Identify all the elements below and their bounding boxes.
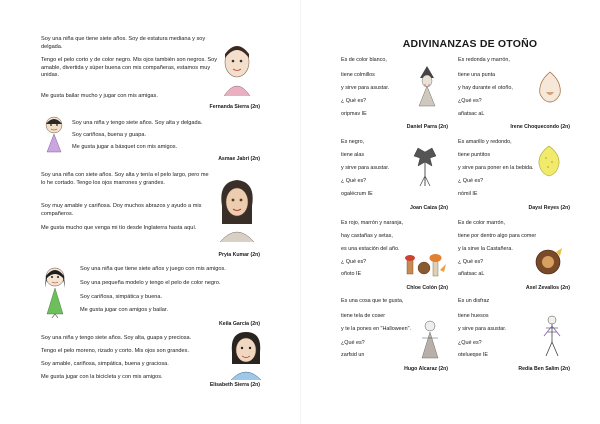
riddle-5-line-2: hay castañas y setas, [341,233,393,239]
riddle-4-line-2: tiene puntitos [458,152,491,158]
costume-drawing [418,318,442,362]
entry-4-author: Keila Garcia (2n) [219,321,260,327]
entry-5-line-4: Me gusta jugar con la bicicleta y con mis amigos. [41,374,163,380]
chestnut-drawing-1 [536,70,564,104]
riddle-5-author: Chloe Colón (2n) [406,285,448,291]
entry-1-author: Fernanda Sierra (2n) [209,104,260,110]
riddle-2-line-4: ¿Qué es? [458,98,482,104]
riddle-1-line-1: Es de color blanco, [341,57,387,63]
riddle-2-line-2: tiene una punta [458,72,496,78]
autumn-drawing [404,246,448,282]
riddle-4-line-4: ¿ Qué es? [458,178,484,184]
riddle-6-author: Axel Zevallos (2n) [525,285,570,291]
entry-2-line-2: Soy cariñosa, buena y guapa. [72,132,147,138]
riddle-6-line-4: ¿ Qué es? [458,259,484,265]
entry-5-line-2: Tengo el pelo moreno, rizado y corto. Mis ojos son grandes. [41,348,190,354]
riddle-1-line-5: oripmav IE [341,111,367,117]
riddle-5-line-1: Es rojo, marrón y naranja, [341,220,404,226]
entry-3-line-1: Soy una niña con siete años. Soy alta y tenía el pelo largo, pero me lo he cortado. Tengo los ojos marrones y grandes. [41,172,209,186]
riddle-8-author: Redia Ben Salim (2n) [518,366,570,372]
riddle-8-line-5: otelueqse IE [458,352,488,358]
entry-1-line-3: Me gusta bailar mucho y jugar con mis amigas. [41,93,158,99]
riddle-7-author: Hugo Alcaraz (2n) [404,366,448,372]
lemon-drawing [536,144,562,178]
riddle-3-line-4: ¿ Qué es? [341,178,367,184]
riddle-3-line-1: Es negro, [341,139,365,145]
riddle-2-line-1: Es redonda y marrón, [458,57,510,63]
girl-drawing-1 [212,40,262,98]
entry-4-line-2: Soy una pequeña modelo y tengo el pelo de color negro. [80,280,221,286]
riddle-2-line-5: añatsac aL [458,111,485,117]
entry-2-line-1: Soy una niña y tengo siete años. Soy alta y delgada. [72,120,203,126]
riddle-3-line-5: ogalécrum IE [341,191,373,197]
riddle-5-line-4: ¿ Qué es? [341,259,367,265]
riddle-7-line-2: tiene tela de coser [341,313,386,319]
entry-1-line-1: Soy una niña que tiene siete años. Soy de estatura mediana y soy delgada. [41,36,206,50]
riddle-8-line-1: Es un disfraz [458,298,490,304]
riddle-4-line-5: nómil IE [458,191,478,197]
riddle-2-line-3: y hay durante el otoño, [458,85,513,91]
bat-drawing [412,146,438,190]
riddle-4-author: Daysi Reyes (2n) [528,205,570,211]
riddle-5-line-3: es una estación del año. [341,246,400,252]
entry-5-line-1: Soy una niña y tengo siete años. Soy alta, guapa y preciosa. [41,335,192,341]
entry-2-line-3: Me gusta jugar a básquet con mis amigos. [72,144,178,150]
riddle-5-line-5: oñoto IE [341,271,362,277]
entry-3-line-2: Soy muy amable y cariñosa. Doy muchos abrazos y ayudo a mis compañeros. [41,203,202,217]
page-title: ADIVINANZAS DE OTOÑO [402,38,538,50]
riddle-8-line-4: ¿Qué es? [458,340,482,346]
riddle-8-line-2: tiene huesos [458,313,489,319]
girl-drawing-5 [226,330,266,380]
skeleton-drawing [540,314,564,358]
entry-4-line-1: Soy una niña que tiene siete años y juego con mis amigos. [80,266,226,272]
entry-4-line-4: Me gusta jugar con amigos y bailar. [80,307,168,313]
riddle-7-line-3: y te la pones en "Halloween". [341,326,412,332]
girl-drawing-3 [214,176,260,242]
riddle-2-author: Irene Choquecondo (2n) [510,124,570,130]
entry-1-line-2: Tengo el pelo corto y de color negro. Mis ojos también son negros. Soy amable, divertida y súper buena con mis compañeras, estamos muy unidas. [41,57,217,79]
riddle-6-line-1: Es de color marrón, [458,220,506,226]
riddle-6-line-2: tiene por dentro algo para comer [458,233,537,239]
right-page [300,0,600,424]
entry-3-author: Pryia Kumar (2n) [218,252,260,258]
entry-5-author: Elisabeth Sierra (2n) [209,382,260,388]
riddle-6-line-3: y la sirve la Castañera. [458,246,513,252]
riddle-1-line-2: tiene colmillos [341,72,375,78]
riddle-1-author: Daniel Parra (2n) [406,124,448,130]
riddle-3-author: Joan Caiza (2n) [409,205,448,211]
chestnut-drawing-2 [532,244,566,278]
girl-drawing-4 [38,264,72,318]
entry-3-line-3: Me gusta mucho que venga mi tío desde Inglaterra hasta aquí. [41,225,197,231]
riddle-7-line-5: zarfsid un [341,352,365,358]
entry-2-author: Asmae Jabri (2n) [218,156,260,162]
entry-5-line-3: Soy amable, cariñosa, simpática, buena y graciosa. [41,361,169,367]
riddle-6-line-5: añatsac aL [458,271,485,277]
entry-4-line-3: Soy cariñosa, simpática y buena. [80,294,163,300]
riddle-4-line-3: y sirve para poner en la bebida. [458,165,534,171]
riddle-3-line-3: y sirve para asustar. [341,165,390,171]
riddle-1-line-3: y sirve para asustar. [341,85,390,91]
riddle-1-line-4: ¿ Qué es? [341,98,367,104]
riddle-7-line-4: ¿Qué es? [341,340,365,346]
girl-drawing-2 [40,114,68,154]
riddle-7-line-1: Es una cosa que te gusta, [341,298,404,304]
vampire-drawing [416,64,438,108]
riddle-3-line-2: tiene alas [341,152,365,158]
riddle-8-line-3: y sirve para asustar. [458,326,507,332]
riddle-4-line-1: Es amarillo y redondo, [458,139,512,145]
